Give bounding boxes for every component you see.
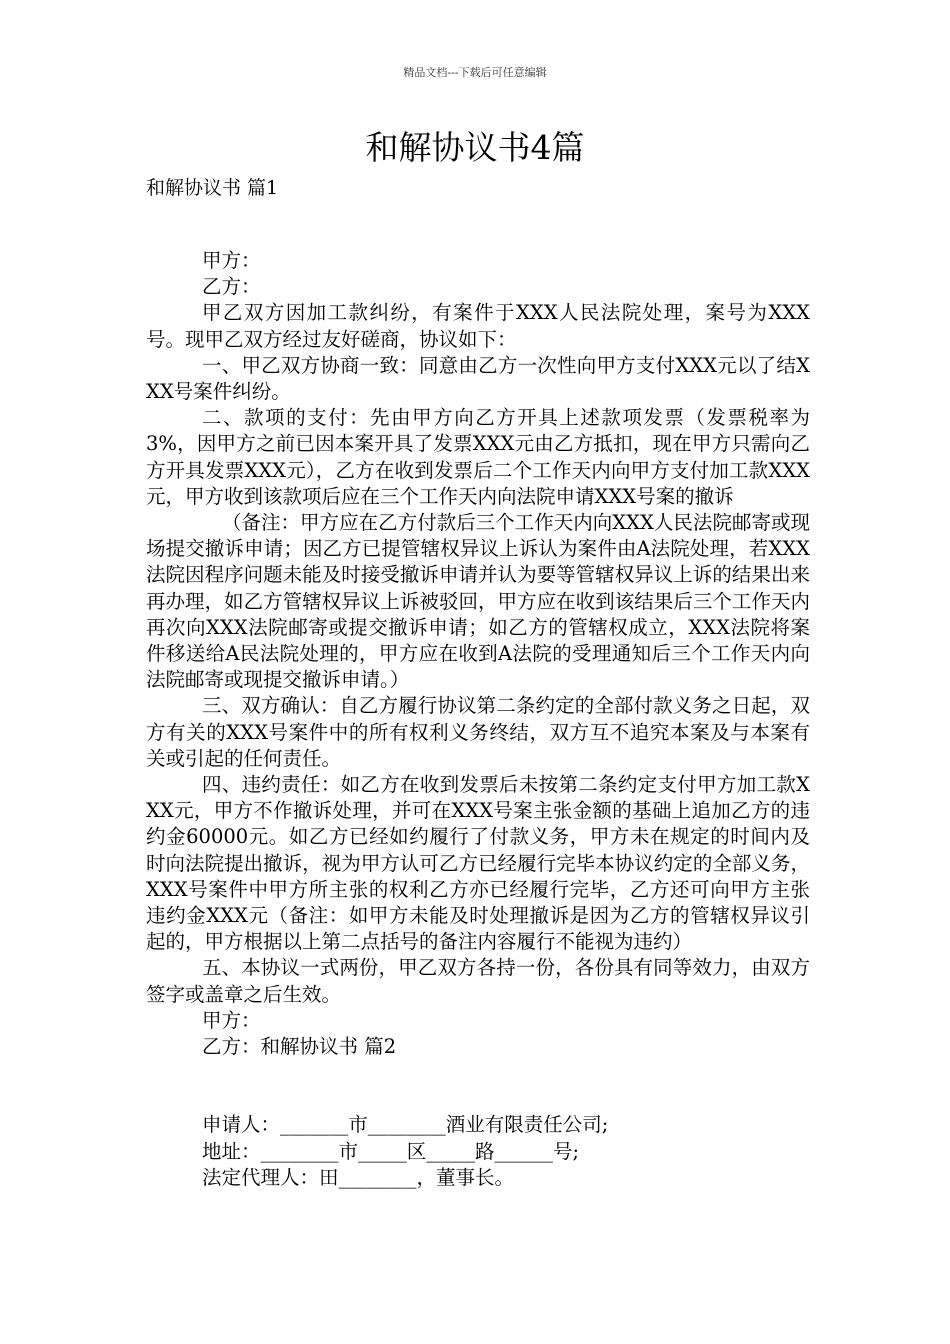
page-header: 精品文档---下载后可任意编辑 (403, 66, 547, 79)
document-title: 和解协议书4篇 (365, 128, 585, 167)
clause-4-paragraph: 四、违约责任：如乙方在收到发票后未按第二条约定支付甲方加工款XXX元，甲方不作撤诉处理，并可在XXX号案主张金额的基础上追加乙方的违约金60000元。如乙方已经如约履行了付款义务，甲方未在规定的时间内及时向法院提出撤诉，视为甲方认可乙方已经履行完毕本协议约定的全部义务，XXX号案件中甲方所主张的权利乙方亦已经履行完毕，乙方还可向甲方主张违约金XXX元（备注：如甲方未能及时处理撤诉是因为乙方的管辖权异议引起的，甲方根据以上第二点括号的备注内容履行不能视为违约） (146, 773, 810, 954)
clause-3-paragraph: 三、双方确认：自乙方履行协议第二条约定的全部付款义务之日起，双方有关的XXX号案件中的所有权利义务终结，双方互不追究本案及与本案有关或引起的任何责任。 (146, 694, 810, 770)
applicant-line: 申请人：_______市________酒业有限责任公司; (202, 1113, 609, 1137)
clause-5-paragraph: 五、本协议一式两份，甲乙双方各持一份，各份具有同等效力，由双方签字或盖章之后生效。 (146, 956, 810, 1006)
signature-party-a: 甲方： (202, 1008, 261, 1032)
document-body (146, 248, 810, 1191)
legal-representative-line: 法定代理人：田________，董事长。 (202, 1165, 515, 1189)
clause-2-paragraph: 二、款项的支付：先由甲方向乙方开具上述款项发票（发票税率为3%，因甲方之前已因本案开具了发票XXX元由乙方抵扣，现在甲方只需向乙方开具发票XXX元），乙方在收到发票后二个工作天内向甲方支付加工款XXX元，甲方收到该款项后应在三个工作天内向法院申请XXX号案的撤诉 (146, 406, 810, 508)
section-spacer (146, 1060, 810, 1112)
clause-1-paragraph: 一、甲乙双方协商一致：同意由乙方一次性向甲方支付XXX元以了结XXX号案件纠纷。 (146, 353, 810, 404)
address-line: 地址：________市_____区_____路______号; (202, 1139, 580, 1163)
party-a-line: 甲方： (202, 249, 261, 272)
document-subtitle: 和解协议书 篇1 (146, 177, 279, 199)
clause-2-note-paragraph: （备注：甲方应在乙方付款后三个工作天内向XXX人民法院邮寄或现场提交撤诉申请；因乙方已提管辖权异议上诉认为案件由A法院处理，若XXX法院因程序问题未能及时接受撤诉申请并认为要等管辖权异议上诉的结果出来再办理，如乙方管辖权异议上诉被驳回，甲方应在收到该结果后三个工作天内再次向XXX法院邮寄或提交撤诉申请；如乙方的管辖权成立，XXX法院将案件移送给A民法院处理的，甲方应在收到A法院的受理通知后三个工作天内向法院邮寄或现提交撤诉申请。） (146, 511, 810, 692)
preamble-paragraph: 甲乙双方因加工款纠纷，有案件于XXX人民法院处理，案号为XXX号。现甲乙双方经过友好磋商，协议如下： (146, 301, 810, 351)
party-b-line: 乙方： (202, 275, 261, 299)
signature-party-b: 乙方：和解协议书 篇2 (202, 1035, 397, 1059)
